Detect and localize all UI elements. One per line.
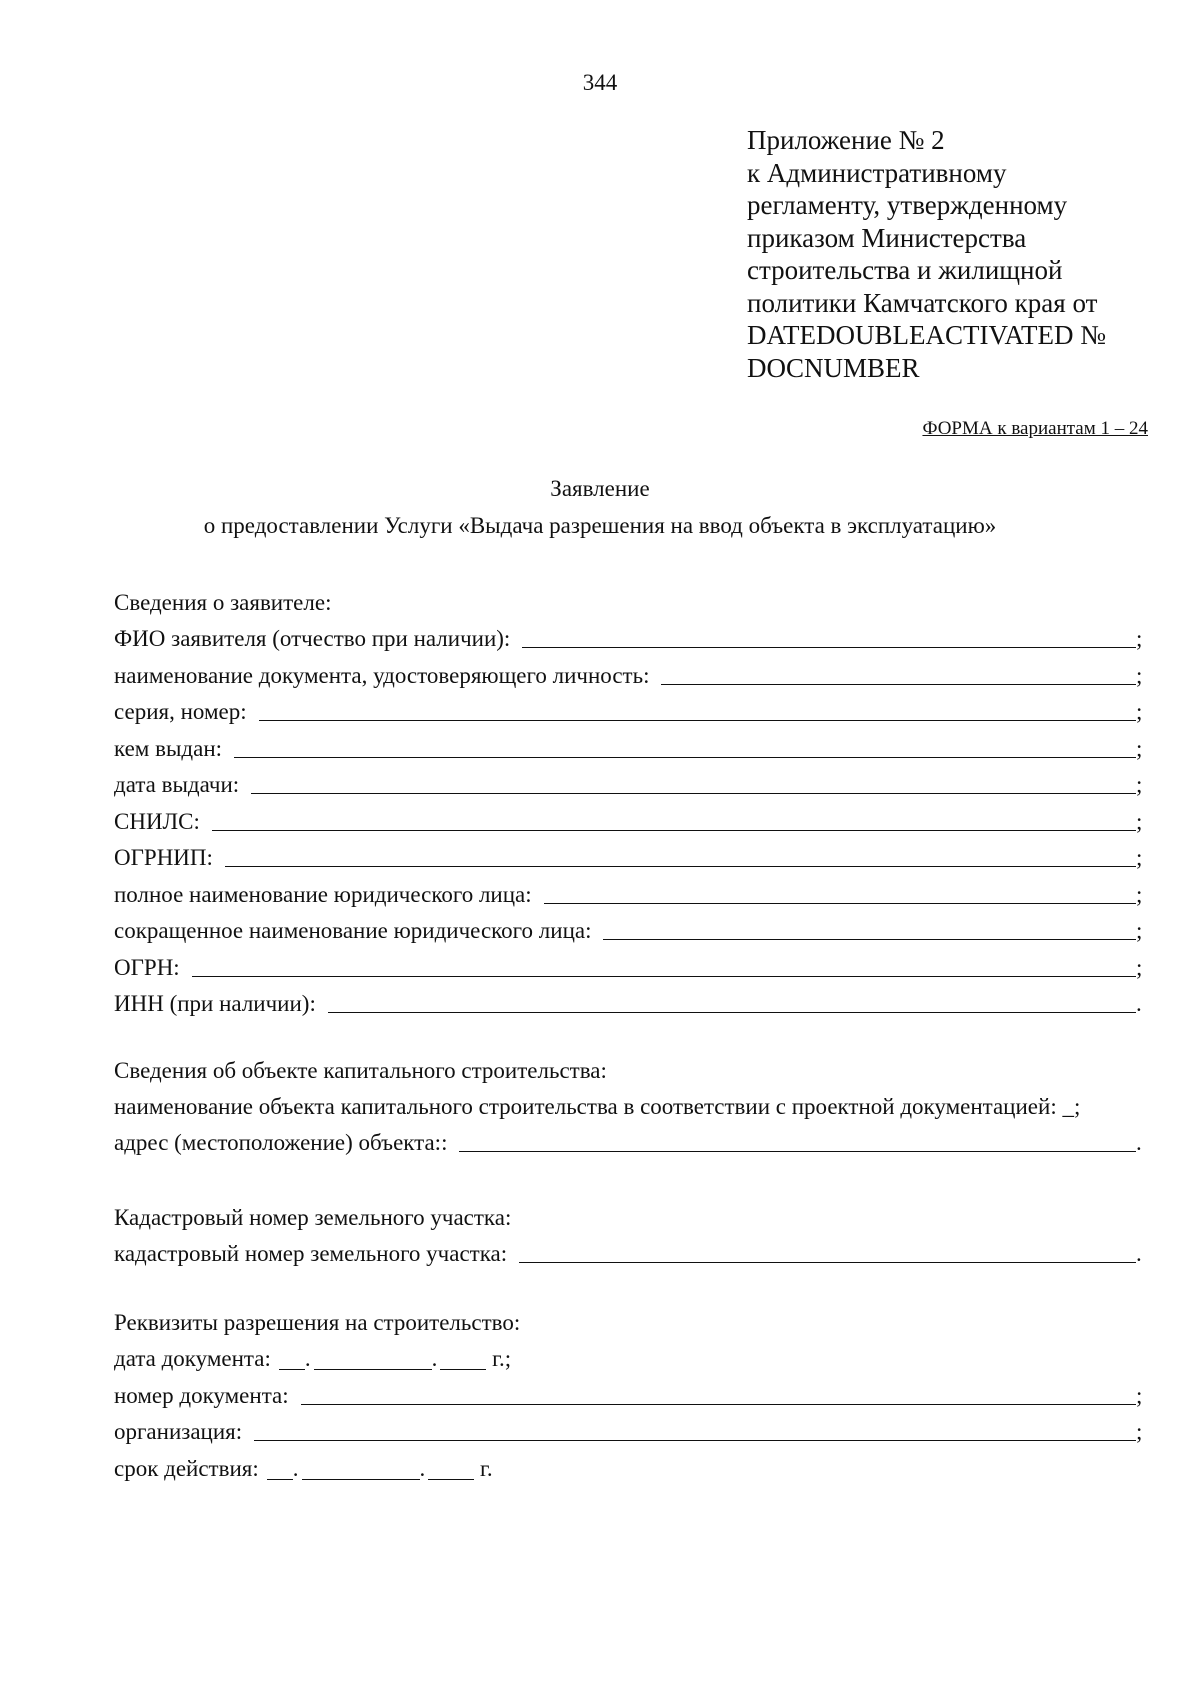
month-blank[interactable]	[314, 1347, 432, 1370]
document-title: Заявление	[550, 476, 650, 501]
form-variant-note: ФОРМА к вариантам 1 – 24	[922, 418, 1148, 439]
inn-field: ИНН (при наличии): .	[114, 991, 1142, 1016]
form-body	[114, 585, 1144, 1487]
applicant-fio-field: ФИО заявителя (отчество при наличии): ;	[114, 626, 1143, 651]
ogrnip-field: ОГРНИП: ;	[114, 845, 1143, 870]
fill-line[interactable]	[251, 771, 1136, 794]
fill-line[interactable]	[544, 881, 1136, 904]
snils-field: СНИЛС: ;	[114, 808, 1143, 834]
issued-by-field: кем выдан: ;	[114, 735, 1143, 761]
appendix-line: регламенту, утвержденному	[747, 190, 1068, 220]
fill-line[interactable]	[254, 1418, 1136, 1441]
fill-line[interactable]	[603, 917, 1136, 940]
fill-line[interactable]	[225, 844, 1136, 867]
object-name-field: наименование объекта капитального строительства в соответствии с проектной документацией: _;	[114, 1093, 1081, 1119]
fill-line[interactable]	[328, 990, 1136, 1013]
fill-line[interactable]	[522, 625, 1136, 648]
appendix-line: строительства и жилищной	[747, 255, 1063, 285]
day-blank[interactable]	[267, 1457, 293, 1480]
permit-number-field: номер документа: ;	[114, 1382, 1143, 1408]
fill-line[interactable]	[259, 698, 1136, 721]
permit-heading: Реквизиты разрешения на строительство:	[114, 1310, 521, 1335]
ogrn-field: ОГРН: ;	[114, 954, 1143, 980]
fill-line[interactable]	[519, 1240, 1136, 1263]
appendix-line: DATEDOUBLEACTIVATED №	[747, 320, 1106, 350]
fill-line[interactable]	[661, 662, 1136, 685]
object-address-field: адрес (местоположение) объекта:: .	[114, 1130, 1142, 1155]
page-number: 344	[582, 70, 618, 95]
applicant-heading: Сведения о заявителе:	[114, 590, 332, 615]
legal-entity-short-name-field: сокращенное наименование юридического лица: ;	[114, 918, 1143, 943]
appendix-line: к Административному	[747, 157, 1007, 188]
month-blank[interactable]	[302, 1457, 420, 1480]
appendix-line: приказом Министерства	[747, 222, 1027, 253]
appendix-line: политики Камчатского края от	[747, 287, 1098, 318]
document-subtitle: о предоставлении Услуги «Выдача разрешения на ввод объекта в эксплуатацию»	[203, 513, 997, 538]
year-blank[interactable]	[428, 1457, 474, 1480]
permit-organization-field: организация: ;	[114, 1419, 1143, 1444]
series-number-field: серия, номер: ;	[114, 699, 1143, 724]
fill-line[interactable]	[301, 1382, 1136, 1405]
object-heading: Сведения об объекте капитального строительства:	[114, 1057, 607, 1083]
identity-document-field: наименование документа, удостоверяющего личность: ;	[114, 662, 1143, 688]
fill-line[interactable]	[234, 735, 1136, 758]
fill-line[interactable]	[459, 1129, 1136, 1152]
permit-validity-field: срок действия: . . г.	[114, 1455, 493, 1481]
fill-line[interactable]	[192, 954, 1136, 977]
fill-line[interactable]	[212, 808, 1136, 831]
year-blank[interactable]	[440, 1347, 486, 1370]
appendix-line: Приложение № 2	[747, 125, 945, 155]
legal-entity-full-name-field: полное наименование юридического лица: ;	[114, 881, 1143, 907]
appendix-block	[747, 124, 1106, 384]
cadastral-number-field: кадастровый номер земельного участка: .	[114, 1240, 1142, 1266]
day-blank[interactable]	[279, 1347, 305, 1370]
issue-date-field: дата выдачи: ;	[114, 772, 1143, 797]
appendix-line: DOCNUMBER	[747, 352, 920, 383]
permit-date-field: дата документа: . . г.;	[114, 1346, 512, 1371]
cadastral-heading: Кадастровый номер земельного участка:	[114, 1204, 512, 1230]
